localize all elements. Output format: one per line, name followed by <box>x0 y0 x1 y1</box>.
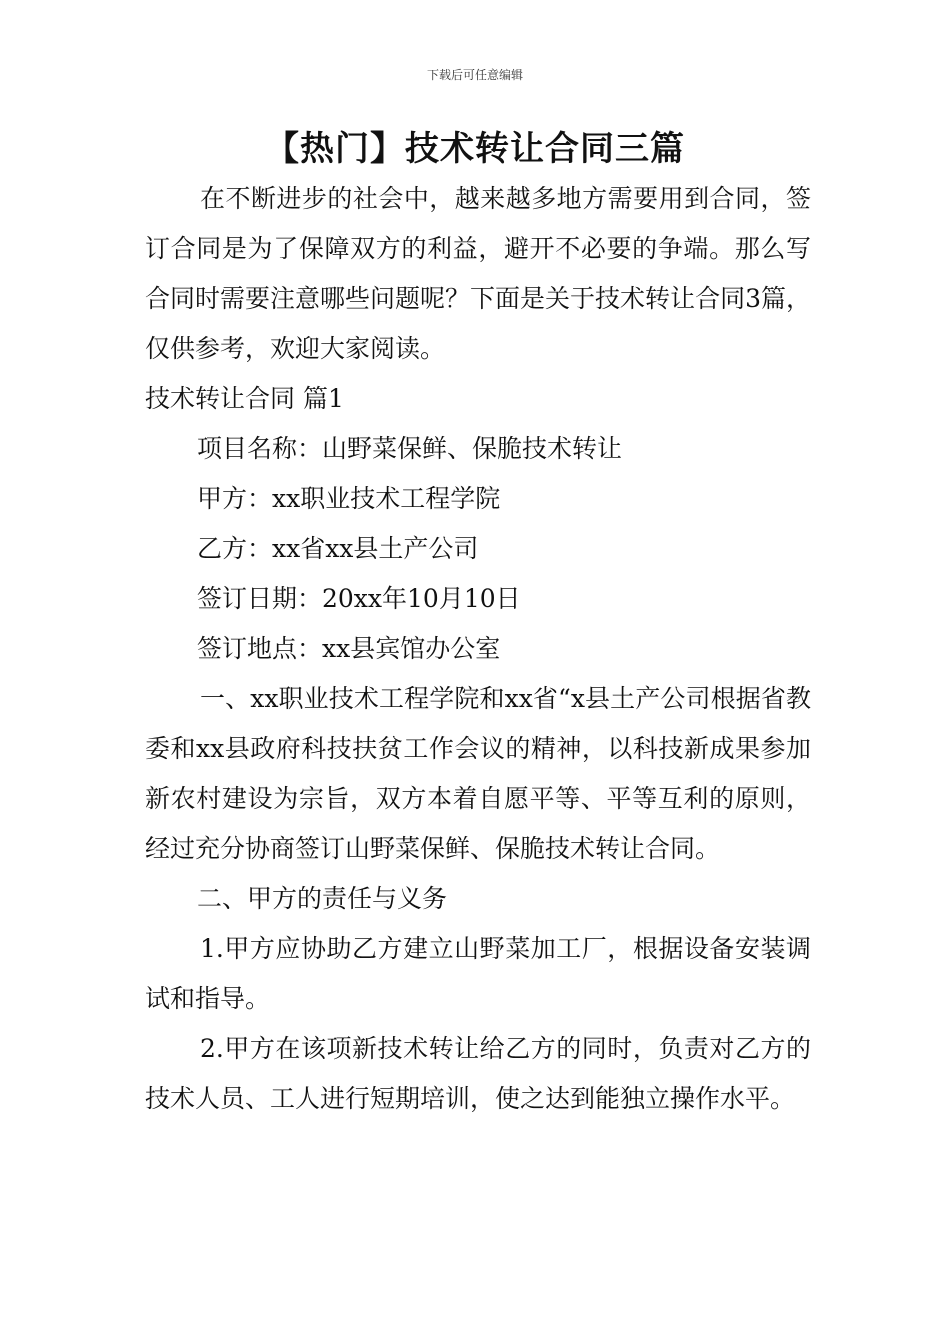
field-sign-place: 签订地点：xx县宾馆办公室 <box>197 634 501 663</box>
clause-2-item-1: 1.甲方应协助乙方建立山野菜加工厂，根据设备安装调试和指导。 <box>145 934 811 1013</box>
header-note: 下载后可任意编辑 <box>426 68 523 82</box>
section-heading: 技术转让合同 篇1 <box>145 384 344 413</box>
field-project-name: 项目名称：山野菜保鲜、保脆技术转让 <box>197 434 623 463</box>
document-body <box>145 174 811 1124</box>
field-party-b: 乙方：xx省xx县土产公司 <box>197 534 479 563</box>
field-sign-date: 签订日期：20xx年10月10日 <box>197 584 521 613</box>
clause-2-item-2: 2.甲方在该项新技术转让给乙方的同时，负责对乙方的技术人员、工人进行短期培训，使之达到能独立操作水平。 <box>145 1034 811 1113</box>
document-title: 【热门】技术转让合同三篇 <box>265 129 685 169</box>
intro-paragraph: 在不断进步的社会中，越来越多地方需要用到合同，签订合同是为了保障双方的利益，避开不必要的争端。那么写合同时需要注意哪些问题呢？下面是关于技术转让合同3篇，仅供参考，欢迎大家阅读。 <box>145 184 811 363</box>
clause-1-paragraph: 一、xx职业技术工程学院和xx省“x县土产公司根据省教委和xx县政府科技扶贫工作会议的精神，以科技新成果参加新农村建设为宗旨，双方本着自愿平等、平等互利的原则，经过充分协商签订山野菜保鲜、保脆技术转让合同。 <box>145 684 811 863</box>
field-party-a: 甲方：xx职业技术工程学院 <box>197 484 501 513</box>
clause-2-heading: 二、甲方的责任与义务 <box>197 884 448 913</box>
